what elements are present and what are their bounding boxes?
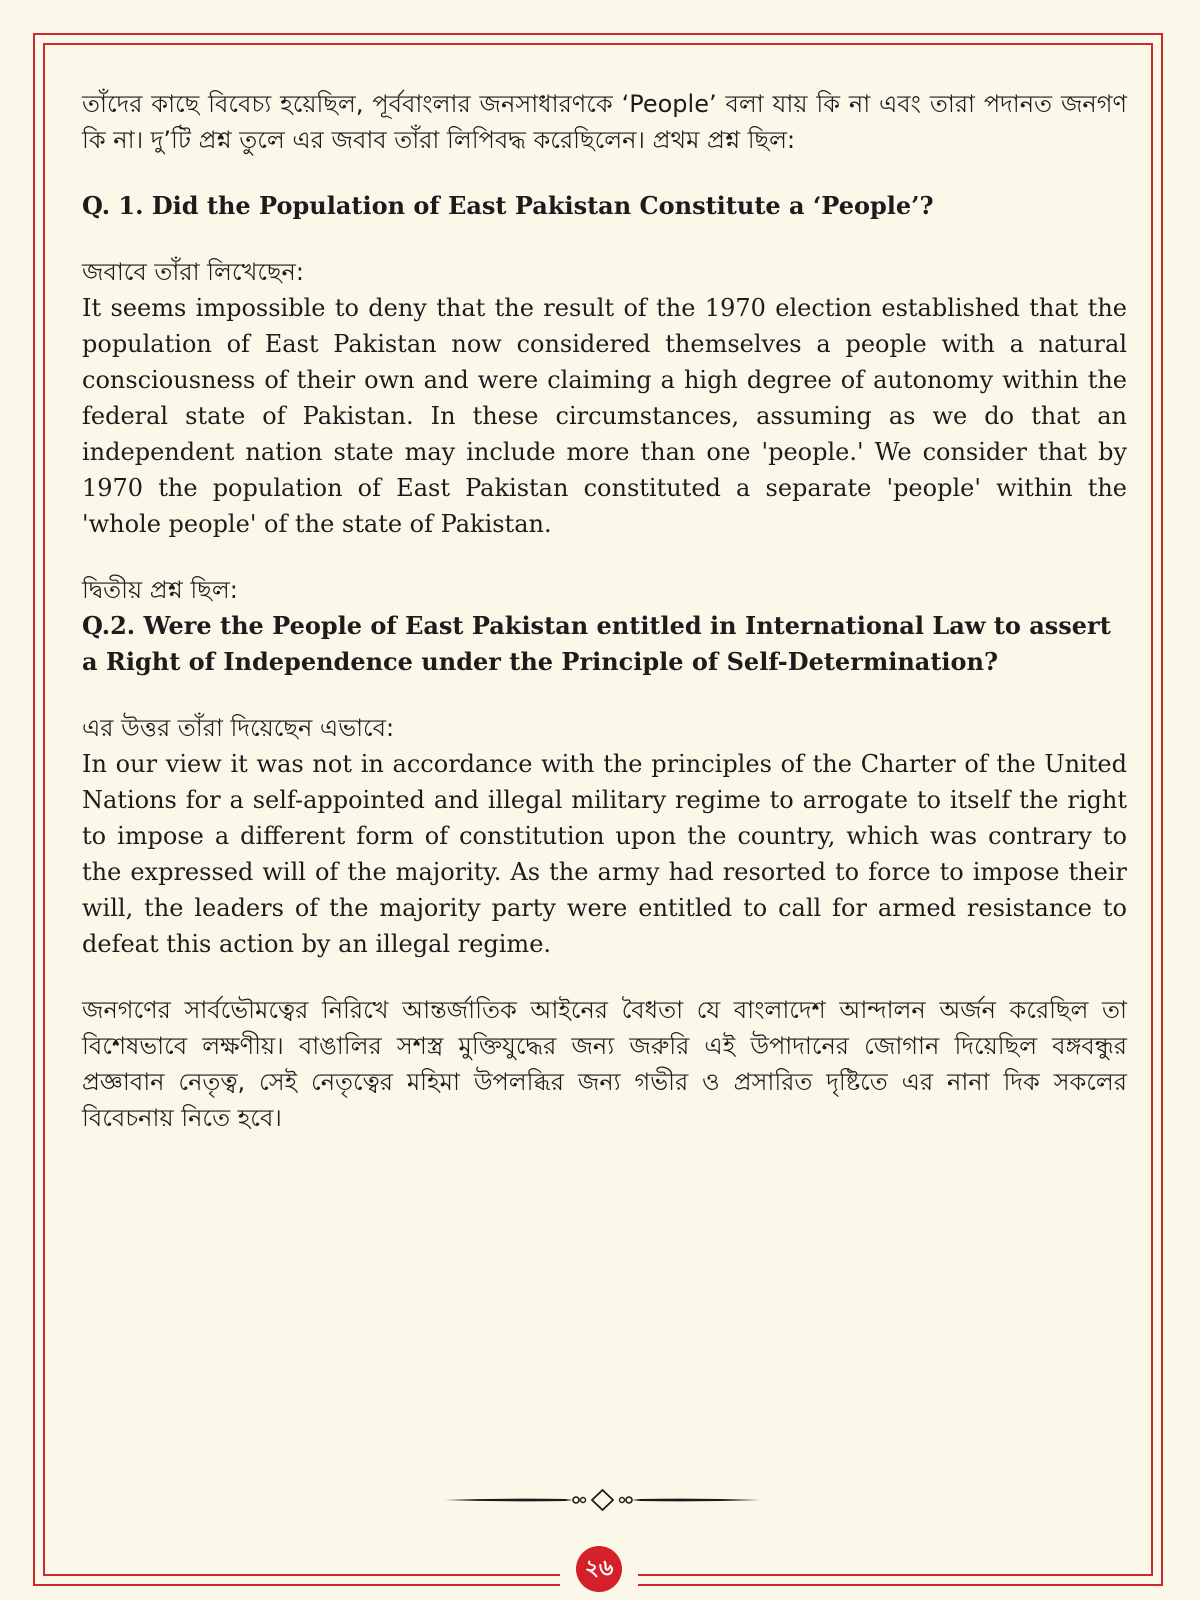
- answer-1-lead: জবাবে তাঁরা লিখেছেন:: [82, 258, 304, 286]
- question-2-lead: দ্বিতীয় প্রশ্ন ছিল:: [82, 576, 238, 604]
- question-1-heading: Q. 1. Did the Population of East Pakistan Constitute a ‘People’?: [82, 191, 934, 220]
- answer-2-lead: এর উত্তর তাঁরা দিয়েছেন এভাবে:: [82, 714, 395, 742]
- question-2-heading: Q.2. Were the People of East Pakistan entitled in International Law to assert a Right of Independence under the Principle of Self-Determination?: [82, 611, 1111, 676]
- page-number-badge: ২৬: [576, 1546, 622, 1592]
- answer-1-quote: It seems impossible to deny that the result of the 1970 election established that the population of East Pakistan now considered themselves a people with a natural consciousness of their own and were claiming a high degree of autonomy within the federal state of Pakistan. In these circumstances, assuming as we do that an independent nation state may include more than one 'people.' We consider that by 1970 the population of East Pakistan constituted a separate 'people' within the 'whole people' of the state of Pakistan.: [82, 294, 1127, 538]
- page-body: [82, 86, 1127, 1136]
- diamond-divider-icon: [445, 1487, 760, 1513]
- answer-2-quote: In our view it was not in accordance with the principles of the Charter of the United Nations for a self-appointed and illegal military regime to arrogate to itself the right to impose a different form of constitution upon the country, which was contrary to the expressed will of the majority. As the army had resorted to force to impose their will, the leaders of the majority party were entitled to call for armed resistance to defeat this action by an illegal regime.: [82, 750, 1127, 958]
- intro-paragraph: তাঁদের কাছে বিবেচ্য হয়েছিল, পূর্ববাংলার জনসাধারণকে ‘People’ বলা যায় কি না এবং তারা পদানত জনগণ কি না। দু’টি প্রশ্ন তুলে এর জবাব তাঁরা লিপিবদ্ধ করেছিলেন। প্রথম প্রশ্ন ছিল:: [82, 90, 1127, 154]
- closing-paragraph: জনগণের সার্বভৌমত্বের নিরিখে আন্তর্জাতিক আইনের বৈধতা যে বাংলাদেশ আন্দালন অর্জন করেছিল তা বিশেষভাবে লক্ষণীয়। বাঙালির সশস্ত্র মুক্তিযুদ্ধের জন্য জরুরি এই উপাদানের জোগান দিয়েছিল বঙ্গবন্ধুর প্রজ্ঞাবান নেতৃত্ব, সেই নেতৃত্বের মহিমা উপলব্ধির জন্য গভীর ও প্রসারিত দৃষ্টিতে এর নানা দিক সকলের বিবেচনায় নিতে হবে।: [82, 996, 1127, 1132]
